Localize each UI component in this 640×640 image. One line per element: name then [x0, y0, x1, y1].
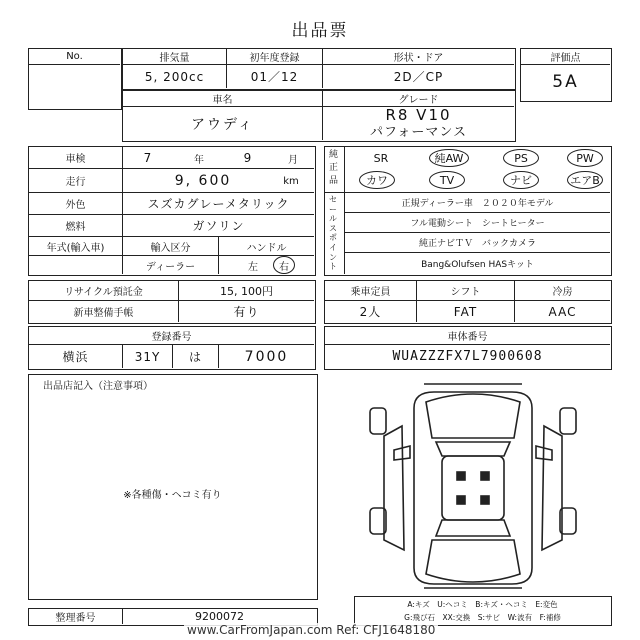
displacement-value: 5, 200cc	[123, 65, 227, 88]
chassis-label: 車体番号	[325, 327, 610, 345]
drive-box	[324, 280, 612, 324]
score-label: 評価点	[521, 49, 610, 65]
registration-box	[28, 326, 316, 370]
recycle-label: リサイクル預託金	[29, 281, 179, 301]
car-diagram	[354, 380, 592, 592]
details-box	[28, 146, 316, 276]
sales-point-3: 純正ナビＴＶ バックカメラ	[345, 233, 610, 253]
recycle-value: 15, 100円	[179, 281, 314, 301]
handle-left: 左	[248, 261, 258, 273]
color-label: 外色	[29, 193, 123, 215]
equipment-items	[345, 147, 610, 193]
car-trunk	[426, 540, 520, 582]
fuel-value: ガソリン	[123, 215, 314, 237]
equip-ps: PS	[503, 149, 539, 167]
grade-label: グレード	[323, 91, 514, 107]
import-value: ディーラー	[123, 256, 219, 274]
notes-label: 出品店記入（注意事項）	[43, 381, 153, 392]
inspection-row	[123, 147, 314, 169]
color-value: スズカグレーメタリック	[123, 193, 314, 215]
equipment-box	[324, 146, 612, 276]
no-label: No.	[29, 49, 120, 65]
inspection-month: 9	[243, 151, 253, 165]
car-body-outline	[414, 392, 532, 584]
fuel-label: 燃料	[29, 215, 123, 237]
inspection-month-unit: 月	[288, 154, 298, 166]
equip-tv: TV	[429, 171, 465, 189]
import-label: 輸入区分	[123, 237, 219, 256]
mileage-value: 9, 600	[174, 173, 232, 189]
make-label: 車名	[123, 91, 323, 107]
model-year-label: 年式(輸入車)	[29, 237, 123, 256]
equip-leather: カワ	[359, 171, 395, 189]
inspection-year-unit: 年	[194, 154, 204, 166]
model-year-value	[29, 256, 123, 274]
wheel-front-right	[560, 408, 576, 434]
equip-sr: SR	[373, 151, 389, 165]
handle-right-circled: 右	[273, 256, 295, 274]
registration-label: 登録番号	[29, 327, 314, 345]
registration-class: 31Y	[123, 345, 173, 368]
car-roof	[442, 456, 504, 520]
first-registration-label: 初年度登録	[227, 49, 323, 65]
car-left-side	[384, 426, 404, 550]
shape-value: 2D／CP	[393, 70, 444, 84]
watermark: www.CarFromJapan.com Ref: CFJ1648180	[184, 623, 438, 637]
make-value: アウディ	[123, 107, 323, 140]
spec-box	[122, 48, 516, 90]
sales-point-1: 正規ディーラー車 ２０２０年モデル	[345, 193, 610, 213]
legend-line-1: A:キズ U:ヘコミ B:キズ・ヘコミ E:変色	[407, 600, 558, 609]
equip-navi: ナビ	[503, 171, 539, 189]
record-book-label: 新車整備手帳	[29, 301, 179, 322]
shape-label: 形状・ドア	[323, 49, 514, 65]
record-book-value: 有り	[233, 305, 260, 319]
handle-label: ハンドル	[219, 237, 314, 256]
recycle-box	[28, 280, 316, 324]
marker-2	[481, 472, 489, 480]
first-registration-value: 01／12	[227, 65, 323, 88]
sales-points-lines	[345, 193, 610, 274]
equip-airbag: エアB	[567, 171, 603, 189]
marker-4	[481, 496, 489, 504]
score-value: 5A	[552, 72, 579, 92]
mileage-unit: km	[283, 175, 299, 187]
capacity-label: 乗車定員	[325, 281, 417, 301]
car-right-side	[542, 426, 562, 550]
receipt-value: 9200072	[195, 610, 244, 623]
shift-value: FAT	[417, 301, 515, 322]
vehicle-box	[122, 90, 516, 142]
sales-point-2: フル電動シート シートヒーター	[345, 213, 610, 233]
equip-alloy-wheel: 純AW	[429, 149, 469, 167]
no-box	[28, 48, 122, 110]
score-box	[520, 48, 612, 102]
car-rear-window	[436, 520, 510, 536]
grade-line-1: R8 V10	[385, 105, 452, 124]
registration-area: 横浜	[29, 345, 123, 368]
registration-number: 7000	[244, 348, 289, 365]
aircon-label: 冷房	[515, 281, 610, 301]
car-hood	[426, 394, 520, 438]
marker-1	[457, 472, 465, 480]
equipment-label: 純正品	[329, 150, 339, 186]
grade-line-2: パフォーマンス	[370, 125, 467, 140]
marker-3	[457, 496, 465, 504]
registration-kana: は	[173, 345, 219, 368]
legend-box	[354, 596, 612, 626]
aircon-value: AAC	[548, 304, 577, 319]
equipment-side-label	[325, 147, 345, 193]
wheel-front-left	[370, 408, 386, 434]
capacity-value: 2人	[325, 301, 417, 322]
receipt-label: 整理番号	[29, 609, 123, 624]
sales-point-4: Bang&Olufsen HASキット	[421, 260, 534, 270]
notes-text: ※各種傷・ヘコミ有り	[123, 489, 222, 501]
chassis-box	[324, 326, 612, 370]
page-title: 出品票	[291, 20, 349, 41]
legend-line-2: G:飛び石 XX:交換 S:サビ W:波有 F:補修	[404, 613, 561, 622]
notes-box	[28, 374, 318, 600]
chassis-value: WUAZZZFX7L7900608	[392, 349, 543, 364]
mileage-row	[123, 169, 314, 193]
car-windshield	[436, 442, 510, 456]
handle-value	[219, 256, 314, 274]
displacement-label: 排気量	[123, 49, 227, 65]
inspection-label: 車検	[29, 147, 123, 169]
sales-points-side-label	[325, 193, 345, 274]
shift-label: シフト	[417, 281, 515, 301]
equip-pw: PW	[567, 149, 603, 167]
mileage-label: 走行	[29, 169, 123, 193]
inspection-year: 7	[143, 151, 153, 165]
sales-points-label: セールスポイント	[329, 195, 337, 272]
